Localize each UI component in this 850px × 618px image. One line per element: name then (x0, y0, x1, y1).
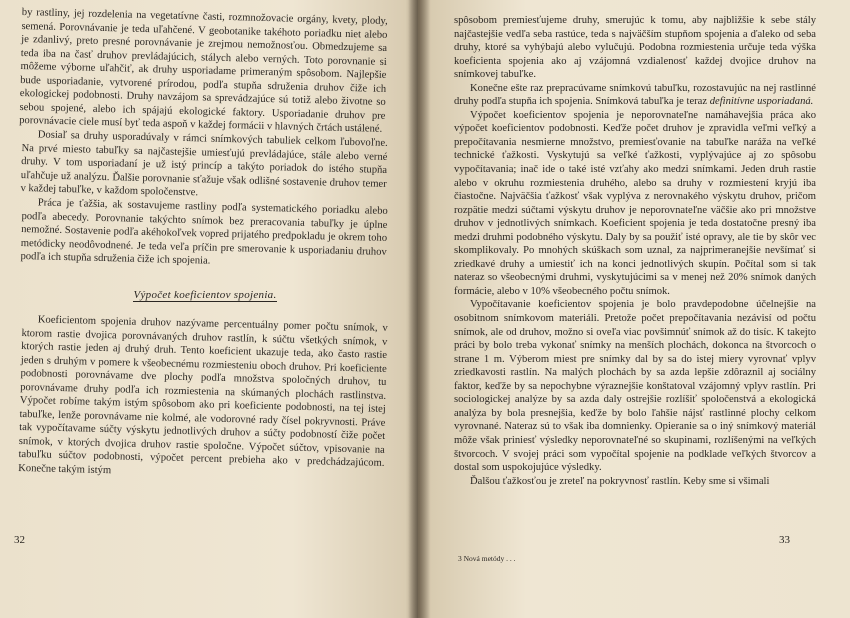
printer-signature: 3 Nová metódy . . . (458, 554, 516, 563)
left-paragraph-3: Práca je ťažšia, ak sostavujeme rastliny podľa systematického poriadku alebo podľa abecedy. Porovnanie takýchto snímok bez preracovania tabuľky je úplne nemožné. Sostavenie podľa akéhokoľvek vopred prijatého predpokladu je okrem toho metódicky neodôvodnené. Je teda veľa príčin pre smerovanie k usporiadaniu druhov podľa ich stupňa sdruženia čiže ich spojenia. (20, 197, 388, 267)
left-paragraph-4: Koeficientom spojenia druhov nazývame percentuálny pomer počtu snímok, v ktorom rastie dvojica porovnávaných druhov rastlín, k súčtu všetkých snímok, v ktorých rastie jeden aj druhý druh. Tento koeficient ukazuje teda, ako často rastie jeden s druhým v pomere k všeobecnému rozmiesteniu oboch druhov. Pri koeficiente podobnosti porovnávame dve plochy podľa množstva spoločných druhov, tu porovnávame druhy podľa ich rozmiestenia na skúmaných plochách rastlinstva. Výpočet robíme takým istým spôsobom ako pri koeficiente podobnosti, na tej istej tabuľke, lenže porovnávame nie kolmé, ale vodorovné rady čísel pokryvnosti. Práve tak vypočítavame súčty výskytu jednotlivých druhov a súčty podobností čiže počet snímok, v ktorých dvojica druhov rastie spoločne. Výpočet súčtov, vpisovanie na tabuľku súčtov podobnosti, výpočet percent prebieha ako v predchádzajúcom. Konečne takým istým (18, 314, 388, 477)
right-paragraph-5: Ďalšou ťažkosťou je zreteľ na pokryvnosť rastlín. Keby sme si všimali (470, 475, 770, 487)
section-heading: Výpočet koeficientov spojenia. (133, 289, 277, 302)
right-page (418, 0, 850, 618)
right-paragraph-2: Konečne ešte raz prepracúvame snímkovú tabuľku, rozostavujúc na nej rastlinné druhy podľa stupňa ich spojenia. Snímková tabuľka je teraz definitívne usporiadaná. (454, 82, 816, 108)
right-paragraph-4: Vypočítavanie koeficientov spojenia je bolo pravdepodobne účelnejšie na osobitnom snímkovom materiáli. Pretože počet prepočítavania nezávisí od počtu snímok, ale od druhov, možno si oveľa viac povšimnúť snímok až do tisíc. K takejto práci by bolo treba vykonať snímky na menších plochách, dokonca na štvorcoch o strane 1 m. Výberom miest pre snímky dal by sa do istej miery vyrovnať vplyv zriedkavosti rastlín. Na malých plochách by sa azda lepšie zdôraznil aj sociálny faktor, keďže by sa nepochybne výraznejšie konštatoval vzájomný vplyv rastlín. Pri sociologickej analýze by sa azda daly ostrejšie rozlíšiť spoločenstvá a ekologická analýza by bola presnejšia, keďže by bolo ľahšie nájsť rastlinné plochy celkom vyrovnané. Nateraz sú to však iba domnienky. Opieranie sa o iný snímkový materiál môže však priniesť výsledky neporovnateľné so skupinami, rozlíšenými na veľkých štvorcoch. V svojej práci som vypočítal spojenie na podklade veľkých štvorcov a dostal som uspokojujúce výsledky. (454, 299, 816, 474)
page-fold-shadow (408, 0, 418, 618)
left-page (0, 0, 418, 618)
left-paragraph-2: Dosiaľ sa druhy usporadúvaly v rámci snímkových tabuliek celkom ľubovoľne. Na prvé miesto tabuľky sa najčastejšie umiesťujú prevládajúce, stále alebo verné druhy. V tom usporiadaní je už istý princíp a takýto poriadok do istého stupňa uľahčuje už analýzu. Ďalšie porovnanie sťažuje však odlišné sostavenie druhov temer v každej tabuľke, v každom spoločenstve. (20, 129, 388, 199)
right-paragraph-3: Výpočet koeficientov spojenia je neporovnateľne namáhavejšia práca ako výpočet koeficientov podobnosti. Keďže počet druhov je zpravidla veľmi veľký a prepočítavania nesmierne množstvo, premiesťovanie na tabuľke naráža na veľké technické ťažkosti. Vyskytujú sa veľké ťažkosti, vyplývajúce aj zo spôsobu vypočítavania; inač ide o také isté vzťahy ako medzi snímkami. Jeden druh rastie alebo v okruhu rozmiestenia druhého, alebo sa druhy v rozmiestení kryjú iba čiastočne. Najväčšia ťažkosť však vyplýva z nerovnakého výskytu druhov, pričom rozpätie medzi súčtami výskytu druhov je neporovnateľne väčšie ako pri množstve druhov v jednotlivých snímkach. Koeficient spojenia je teda dostatočne presný iba medzi druhmi podobného výskytu. Daly by sa použiť isté opravy, ale tie by skôr vec skomplikovaly. Po mnohých skúškach som uznal, za najprimeranejšie nevšímať si zriedkavé druhy a umiestiť ich na konci jednotlivých skupín. Počítal som si tak nateraz so všeobecnými druhmi, vyskytujúcimi sa v menej než 20% snímok daných formácie, alebo v 10% všeobecného počtu snímok. (454, 109, 816, 297)
left-paragraph-1: by rastliny, jej rozdelenia na vegetatívne časti, rozmnožovacie orgány, kvety, plody, semená. Porovnávanie je teda uľahčené. V geobotanike takéhoto poriadku niet alebo je zdanlivý, preto presné porovnávanie je zrejmou nemožnosťou. Obmedzujeme sa teda iba na časť druhov prevládajúcich, stálych alebo verných. Toto porovnanie si môžeme výborne uľahčiť, ak druhy usporiadame primeraným spôsobom. Najlepšie bude usporiadanie, vytvorené prírodou, podľa stupňa sdruženia druhov čiže ich ekologickej podobnosti. Druhy navzájom sa sprevádzajúce sú totiž alebo životne so sebou spojené, alebo ich spájajú ekologické faktory. Usporiadanie druhov pre porovnávacie ciele musí byť teda aspoň v každej formácii v hlavných črtách ustálené. (19, 6, 388, 136)
page-number-left: 32 (14, 534, 25, 546)
page-number-right: 33 (779, 534, 790, 546)
right-paragraph-1: spôsobom premiesťujeme druhy, smerujúc k tomu, aby najbližšie k sebe stály najčastejšie vedľa seba rastúce, teda s najväčším stupňom spojenia a ďaleko od seba druhy, ktoré sa vyhýbajú alebo vylučujú. Podobna rozmiestenia určuje teda výška koeficienta spojenia ako aj vzájomná vzdialenosť každej dvojice druhov na snímkovej tabuľke. (454, 15, 816, 81)
